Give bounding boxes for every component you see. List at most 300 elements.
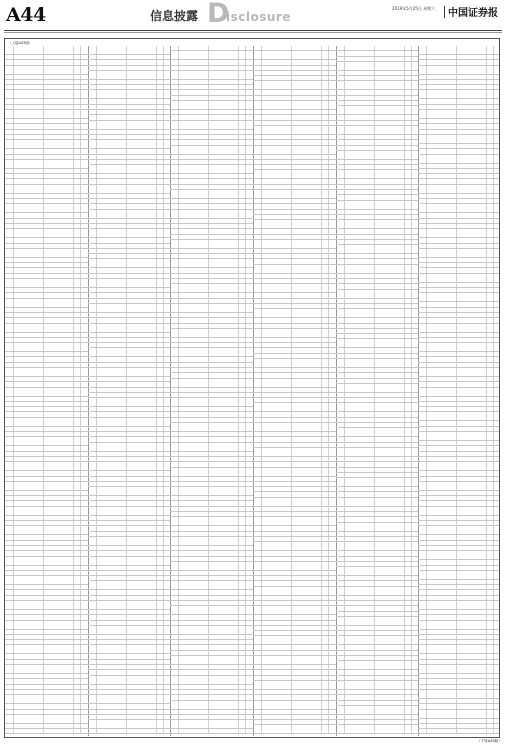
- table-cell: [208, 90, 239, 94]
- table-cell: [208, 729, 239, 733]
- table-cell: [291, 403, 322, 411]
- table-cell: [291, 482, 322, 486]
- table-cell: [178, 338, 209, 342]
- table-cell: [178, 229, 209, 233]
- table-cell: [291, 695, 322, 699]
- table-cell: [96, 254, 127, 258]
- table-cell: [43, 601, 74, 609]
- table-cell: [96, 601, 127, 609]
- table-cell: [43, 729, 74, 733]
- table-cell: [13, 729, 44, 733]
- table-row: [253, 448, 336, 457]
- table-cell: [208, 576, 239, 580]
- table-cell: [178, 729, 209, 733]
- table-cell: [291, 443, 322, 447]
- section-title: 信息披露: [150, 7, 198, 24]
- table-cell: [13, 60, 44, 64]
- table-cell: [178, 615, 209, 619]
- table-cell: [43, 279, 74, 287]
- table-cell: [43, 352, 74, 356]
- table-cell: [43, 715, 74, 723]
- table-row: [170, 487, 253, 496]
- table-cell: [96, 204, 127, 208]
- table-cell: [43, 169, 74, 173]
- table-cell: [178, 537, 209, 545]
- table-cell: [261, 398, 292, 402]
- table-cell: [291, 388, 322, 392]
- table-cell: [43, 258, 74, 262]
- table-row: [253, 542, 336, 551]
- table-cell: [96, 160, 127, 164]
- table-cell: [178, 357, 209, 361]
- header-rule: [4, 30, 502, 31]
- table-row: [5, 507, 88, 516]
- table-cell: [13, 368, 44, 376]
- section-title-english-initial: D: [207, 1, 229, 27]
- table-cell: [291, 249, 322, 253]
- table-cell: [96, 363, 127, 367]
- table-row: [88, 626, 171, 635]
- table-cell: [291, 532, 322, 536]
- table-cell: [13, 496, 44, 500]
- table-cell: [261, 423, 292, 431]
- table-cell: [43, 219, 74, 223]
- table-cell: [208, 121, 239, 129]
- table-cell: [13, 418, 44, 426]
- table-cell: [178, 210, 209, 218]
- table-cell: [178, 626, 209, 634]
- table-cell: [178, 110, 209, 114]
- table-cell: [291, 645, 322, 649]
- table-cell: [291, 412, 322, 416]
- table-cell: [291, 423, 322, 431]
- table-cell: [96, 676, 127, 684]
- table-cell: [261, 220, 292, 228]
- table-cell: [126, 710, 157, 714]
- table-cell: [13, 452, 44, 456]
- table-cell: [96, 210, 127, 218]
- table-cell: [13, 299, 44, 307]
- table-cell: [13, 665, 44, 673]
- table-row: [253, 379, 336, 388]
- table-cell: [126, 293, 157, 297]
- table-cell: [261, 432, 292, 436]
- table-cell: [43, 471, 74, 475]
- table-cell: [208, 274, 239, 278]
- table-cell: [96, 185, 127, 193]
- table-cell: [291, 215, 322, 219]
- table-cell: [13, 412, 44, 416]
- table-cell: [13, 724, 44, 728]
- table-cell: [261, 695, 292, 699]
- table-cell: [43, 85, 74, 89]
- table-cell: [291, 537, 322, 541]
- table-cell: [126, 427, 157, 431]
- table-cell: [291, 651, 322, 655]
- table-cell: [96, 645, 127, 653]
- table-cell: [43, 501, 74, 505]
- table-cell: [96, 110, 127, 114]
- table-cell: [43, 635, 74, 639]
- table-row: [5, 482, 88, 491]
- table-cell: [291, 615, 322, 619]
- table-cell: [96, 610, 127, 614]
- table-cell: [43, 105, 74, 109]
- table-cell: [126, 690, 157, 694]
- table-cell: [178, 640, 209, 644]
- table-cell: [208, 293, 239, 297]
- table-cell: [261, 60, 292, 64]
- table-cell: [126, 557, 157, 565]
- table-cell: [291, 135, 322, 139]
- table-cell: [178, 279, 209, 283]
- table-cell: [13, 471, 44, 475]
- table-cell: [126, 115, 157, 119]
- table-cell: [208, 546, 239, 550]
- table-row: [253, 101, 336, 110]
- table-cell: [126, 343, 157, 347]
- table-cell: [96, 471, 127, 475]
- table-cell: [291, 115, 322, 119]
- table-cell: [13, 521, 44, 525]
- table-cell: [126, 645, 157, 653]
- table-row: [88, 720, 171, 729]
- table-row: [253, 170, 336, 179]
- table-row: [170, 537, 253, 546]
- table-cell: [261, 443, 292, 447]
- table-column: [170, 46, 254, 736]
- table-cell: [291, 46, 322, 50]
- table-cell: [178, 526, 209, 530]
- table-cell: [126, 357, 157, 361]
- table-cell: [208, 526, 239, 530]
- table-cell: [261, 165, 292, 169]
- table-cell: [261, 651, 292, 655]
- table-cell: [126, 268, 157, 272]
- table-cell: [43, 685, 74, 689]
- table-cell: [13, 710, 44, 714]
- table-cell: [291, 309, 322, 317]
- table-cell: [291, 179, 322, 183]
- table-cell: [261, 146, 292, 154]
- table-cell: [96, 457, 127, 461]
- table-cell: [126, 224, 157, 228]
- table-cell: [126, 46, 157, 54]
- table-cell: [13, 343, 44, 351]
- table-row: [253, 265, 336, 274]
- table-cell: [261, 681, 292, 689]
- table-cell: [208, 190, 239, 198]
- table-cell: [126, 165, 157, 173]
- table-cell: [178, 398, 209, 406]
- table-cell: [291, 81, 322, 89]
- table-cell: [13, 155, 44, 159]
- table-cell: [291, 76, 322, 80]
- table-cell: [178, 249, 209, 253]
- table-row: [5, 526, 88, 535]
- table-cell: [208, 665, 239, 669]
- table-row: [88, 368, 171, 377]
- table-cell: [291, 457, 322, 461]
- table-cell: [178, 462, 209, 466]
- table-cell: [208, 110, 239, 114]
- table-cell: [261, 115, 292, 119]
- table-cell: [291, 324, 322, 328]
- table-cell: [208, 160, 239, 164]
- table-cell: [208, 343, 239, 347]
- table-cell: [291, 379, 322, 387]
- table-cell: [13, 557, 44, 565]
- table-cell: [208, 185, 239, 189]
- table-row: [88, 537, 171, 546]
- table-cell: [178, 596, 209, 600]
- table-cell: [178, 343, 209, 347]
- table-row: [5, 299, 88, 308]
- table-cell: [291, 220, 322, 228]
- table-cell: [96, 452, 127, 456]
- table-cell: [96, 640, 127, 644]
- table-cell: [126, 219, 157, 223]
- table-cell: [126, 462, 157, 470]
- table-cell: [261, 636, 292, 644]
- table-cell: [208, 501, 239, 505]
- table-cell: [178, 715, 209, 719]
- table-cell: [43, 446, 74, 450]
- table-cell: [178, 423, 209, 431]
- table-cell: [178, 546, 209, 550]
- table-cell: [13, 535, 44, 539]
- table-cell: [126, 363, 157, 367]
- table-row: [88, 185, 171, 194]
- table-cell: [13, 541, 44, 545]
- table-cell: [178, 656, 209, 664]
- table-cell: [208, 645, 239, 649]
- table-cell: [291, 60, 322, 64]
- table-row: [253, 240, 336, 249]
- table-row: [5, 229, 88, 238]
- table-cell: [126, 121, 157, 129]
- table-cell: [96, 293, 127, 297]
- table-cell: [291, 487, 322, 491]
- table-cell: [43, 665, 74, 673]
- table-cell: [261, 581, 292, 585]
- table-cell: [96, 665, 127, 669]
- table-cell: [208, 199, 239, 203]
- table-cell: [261, 418, 292, 422]
- table-cell: [96, 621, 127, 625]
- table-cell: [208, 66, 239, 70]
- table-cell: [96, 130, 127, 134]
- table-cell: [96, 407, 127, 411]
- table-cell: [291, 398, 322, 402]
- table-cell: [208, 329, 239, 337]
- table-cell: [178, 274, 209, 278]
- table-cell: [96, 71, 127, 79]
- table-cell: [43, 640, 74, 644]
- table-cell: [13, 308, 44, 312]
- table-column: [88, 46, 172, 736]
- table-row: [170, 398, 253, 407]
- table-cell: [261, 140, 292, 144]
- table-cell: [178, 368, 209, 372]
- table-cell: [208, 571, 239, 575]
- table-cell: [208, 80, 239, 84]
- table-cell: [96, 324, 127, 332]
- table-row: [88, 601, 171, 610]
- table-cell: [208, 268, 239, 272]
- table-cell: [261, 249, 292, 253]
- table-cell: [96, 318, 127, 322]
- table-cell: [126, 571, 157, 575]
- table-cell: [13, 263, 44, 267]
- table-row: [88, 348, 171, 357]
- table-cell: [261, 701, 292, 709]
- table-cell: [13, 75, 44, 79]
- table-cell: [126, 457, 157, 461]
- table-cell: [96, 174, 127, 178]
- table-cell: [126, 348, 157, 356]
- table-cell: [208, 165, 239, 173]
- table-cell: [43, 377, 74, 381]
- table-cell: [96, 343, 127, 347]
- table-cell: [126, 244, 157, 248]
- table-cell: [261, 66, 292, 70]
- table-cell: [96, 670, 127, 674]
- table-cell: [208, 640, 239, 644]
- table-cell: [96, 304, 127, 312]
- table-cell: [96, 121, 127, 129]
- table-row: [88, 557, 171, 566]
- table-cell: [291, 121, 322, 125]
- table-cell: [13, 204, 44, 212]
- table-cell: [43, 412, 74, 416]
- table-cell: [13, 610, 44, 614]
- table-cell: [291, 551, 322, 555]
- table-cell: [96, 244, 127, 248]
- table-cell: [43, 293, 74, 297]
- table-cell: [126, 660, 157, 664]
- table-cell: [291, 507, 322, 511]
- table-cell: [261, 482, 292, 486]
- table-cell: [96, 179, 127, 183]
- table-cell: [261, 324, 292, 328]
- table-row: [253, 498, 336, 507]
- table-cell: [178, 71, 209, 79]
- table-cell: [291, 160, 322, 164]
- table-cell: [208, 318, 239, 322]
- table-cell: [208, 71, 239, 79]
- table-cell: [178, 313, 209, 317]
- table-cell: [43, 90, 74, 98]
- table-row: [170, 165, 253, 174]
- table-cell: [261, 403, 292, 411]
- table-cell: [178, 155, 209, 159]
- table-cell: [208, 348, 239, 356]
- table-cell: [96, 516, 127, 520]
- table-cell: [261, 368, 292, 372]
- table-cell: [291, 626, 322, 630]
- table-cell: [13, 457, 44, 461]
- table-row: [5, 621, 88, 630]
- table-cell: [126, 238, 157, 242]
- table-cell: [43, 690, 74, 694]
- table-cell: [13, 695, 44, 703]
- table-cell: [126, 210, 157, 218]
- table-cell: [178, 284, 209, 292]
- table-cell: [208, 507, 239, 511]
- table-cell: [291, 235, 322, 239]
- table-row: [88, 210, 171, 219]
- table-cell: [126, 471, 157, 475]
- table-row: [88, 418, 171, 427]
- table-cell: [96, 238, 127, 242]
- table-cell: [126, 393, 157, 397]
- table-cell: [208, 304, 239, 312]
- table-cell: [43, 238, 74, 242]
- table-cell: [13, 224, 44, 228]
- table-row: [253, 126, 336, 135]
- table-cell: [178, 432, 209, 436]
- table-cell: [96, 729, 127, 733]
- table-cell: [13, 630, 44, 634]
- table-row: [170, 626, 253, 635]
- table-cell: [96, 537, 127, 545]
- table-cell: [208, 537, 239, 545]
- table-cell: [261, 665, 292, 669]
- table-cell: [43, 119, 74, 123]
- table-cell: [208, 606, 239, 614]
- table-cell: [261, 343, 292, 347]
- table-cell: [291, 448, 322, 456]
- table-cell: [291, 710, 322, 714]
- continued-to-note: （下转A45版）: [477, 739, 502, 744]
- table-row: [170, 348, 253, 357]
- table-cell: [13, 229, 44, 237]
- table-cell: [178, 268, 209, 272]
- table-cell: [43, 397, 74, 401]
- table-cell: [96, 224, 127, 228]
- table-cell: [291, 512, 322, 516]
- table-cell: [261, 259, 292, 263]
- table-cell: [261, 596, 292, 600]
- table-cell: [208, 279, 239, 283]
- table-cell: [208, 432, 239, 436]
- table-cell: [43, 457, 74, 461]
- table-row: [170, 729, 253, 734]
- table-cell: [126, 304, 157, 312]
- table-cell: [13, 427, 44, 431]
- table-cell: [96, 566, 127, 570]
- table-cell: [178, 204, 209, 208]
- table-cell: [178, 179, 209, 183]
- table-cell: [43, 140, 74, 148]
- table-cell: [43, 149, 74, 153]
- table-cell: [96, 60, 127, 64]
- table-cell: [43, 660, 74, 664]
- table-row: [253, 309, 336, 318]
- table-cell: [261, 606, 292, 614]
- table-cell: [208, 115, 239, 119]
- table-cell: [208, 60, 239, 64]
- table-cell: [126, 90, 157, 98]
- table-cell: [43, 507, 74, 515]
- table-cell: [291, 517, 322, 525]
- table-row: [253, 190, 336, 199]
- table-cell: [261, 373, 292, 377]
- page-number: A44: [6, 4, 46, 26]
- table-cell: [261, 645, 292, 649]
- table-cell: [13, 660, 44, 664]
